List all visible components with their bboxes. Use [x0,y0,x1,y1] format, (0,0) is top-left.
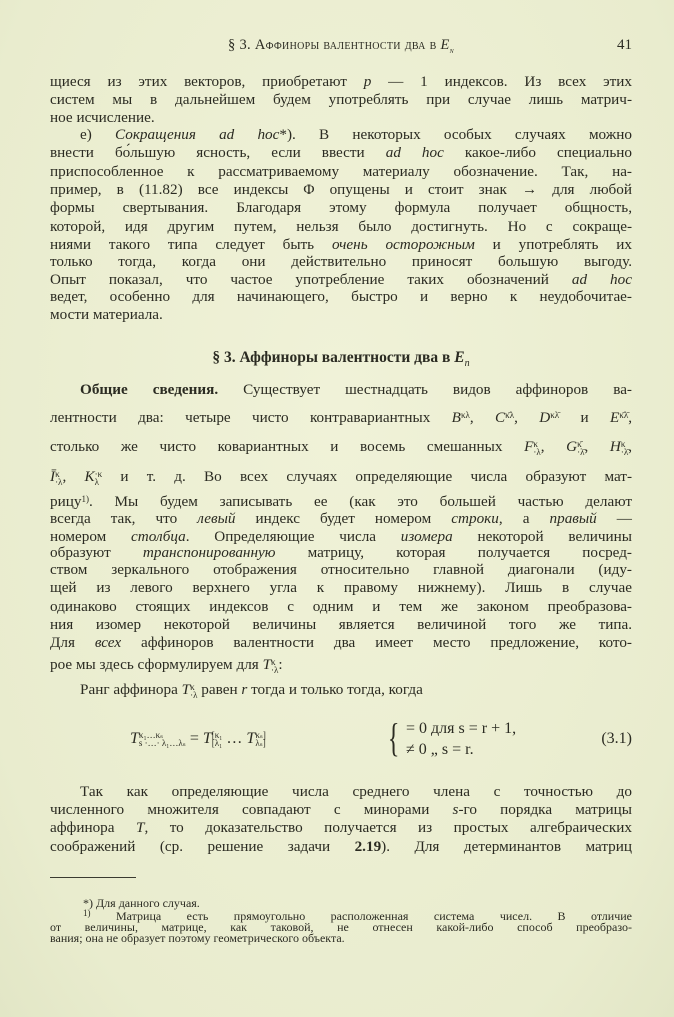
text-line [50,579,632,597]
italic-text: T [136,819,145,836]
text-line [50,616,632,634]
text-line [50,838,632,856]
text: какое-либо специально [443,144,633,161]
math-symbol [263,656,279,674]
header-title-sub: n [449,44,454,55]
text: номером [50,528,132,545]
text-line [50,656,632,674]
math-sup: ·κ [94,468,103,479]
italic-text: правый [549,510,597,527]
text: Существует шестнадцать видов аффиноров ва- [218,381,632,398]
italic-text: Сокращения ad hoc [115,126,280,143]
text: одинаково стоящих индексов с одним и тем же законом преобразова- [50,598,632,615]
math-base: F [524,438,534,455]
eq-sup: κ₁…κₛ [138,730,164,741]
math-symbol [452,409,470,427]
text: щиеся из этих векторов, приобретают [50,73,364,90]
text: численного множителя совпадают с минорами [50,801,453,818]
section-heading-text: § 3. Аффиноры валентности два в [212,349,455,366]
text: : [278,656,283,673]
text-line [50,199,632,217]
eq-sup: [κ₁ [211,730,223,741]
text: некоторой величины [452,528,633,545]
text: внести бо́льшую ясность, если ввести [50,144,386,161]
running-header-title [50,35,632,60]
math-sup: κ [271,656,276,667]
text: ниями такого типа следует быть [50,236,332,253]
text-line [50,306,632,324]
math-symbol [182,681,198,699]
math-sup: κλ̄ [550,409,560,420]
text: -го порядка матрицы [458,801,632,818]
text: *) Для данного случая. [83,896,200,910]
text-line [50,783,632,801]
math-sub: ·λ [190,689,198,700]
text-line [50,493,632,511]
math-sub: ·λ̄ [577,446,585,457]
italic-text: ad hoc [385,144,444,161]
math-symbol [539,409,559,427]
text: систем мы в дальнейшем будем употреблять при случае лишь матрич- [50,91,632,108]
italic-text: p [363,73,372,90]
math-base: Ī [50,468,56,485]
text-line [50,271,632,289]
text: , [540,438,567,455]
text: мости материала. [50,306,163,323]
text: Матрица есть прямоугольно расположенная система чисел. В отличие [90,908,632,923]
text-line [50,510,632,528]
text: , то доказательство получается из простых алгебраических [144,819,632,836]
math-sup: κ [190,681,195,692]
math-symbol [84,468,102,486]
section-heading-sub: n [464,358,470,370]
header-title-text: § 3. Аффиноры валентности два в [228,37,441,53]
text: , [584,438,610,455]
eq-sub: λₛ] [255,738,266,749]
math-symbol [50,468,62,486]
text-line [50,409,632,427]
footnote-line [50,897,632,909]
equation-number: (3.1) [601,730,632,747]
text-line [50,218,632,236]
text: ния изомер некоторой величины является величиной того же типа. [50,616,632,633]
text: которой, идя другим путем, нельзя было достигнуть. Но с сокраще- [50,218,632,235]
text-line [50,468,632,486]
text: аффинора [50,819,136,836]
text: только тогда, когда они действительно приносят большую выгоду. [50,253,632,270]
math-sub [550,419,559,427]
italic-text: всех [94,634,122,651]
text: ное исчисление. [50,109,155,126]
italic-text: s [452,801,459,818]
italic-text: ad hoc [571,271,632,288]
math-sub: ·λ̄ [620,446,629,457]
math-base: B [451,409,461,426]
text-line [50,91,632,109]
text-line [50,109,632,127]
math-symbol [524,438,541,456]
text: и употреблять их [474,236,632,253]
text: индекс будет номером [235,510,452,527]
text: , [628,409,632,426]
eq-sub: [λ₁ [211,738,223,749]
text-line [50,819,632,837]
equation-case-2: ≠ 0 „ s = r. [406,741,474,758]
math-base: E [610,409,620,426]
text: рицу [50,493,82,510]
math-sup: κ̄λ̄ [619,409,629,420]
text: Опыт показал, что частое употребление таких обозначений [50,271,572,288]
math-symbol [610,409,628,427]
italic-text: левый [197,510,236,527]
text: аффиноров валентности два имеет место предложение, кото- [121,634,632,651]
italic-text: строки [451,510,499,527]
eq-sup: κₛ] [255,730,266,741]
text-line [50,598,632,616]
text: , [62,468,85,485]
italic-text: изомера [400,528,453,545]
text: е) [80,126,115,143]
math-base: D [539,409,551,426]
text-line [50,126,632,144]
text-line [50,634,632,652]
eq-dots: … [222,730,247,747]
text: Для [50,634,95,651]
math-sup: κ̄ [577,438,582,449]
text: равен [197,681,242,698]
text-line [50,544,632,562]
text: всегда так, что [50,510,198,527]
text: приспособленное к рассматриваемому материалу обозначение. Так, на- [50,163,632,180]
italic-text: столбца [131,528,186,545]
eq-equals: = [185,730,203,747]
math-base: K [84,468,95,485]
text: ством зеркального отображения относительно главной диагонали (иду- [50,561,632,578]
equation-3-1 [50,715,632,760]
math-sup: κλ [460,409,470,420]
text-line [50,381,632,399]
text-line [50,801,632,819]
text: , [469,409,496,426]
math-base: C [495,409,506,426]
text: щей из левого верхнего угла к правому нижнему). Лишь в случае [50,579,632,596]
text: вания; она не образует поэтому геометрического объекта. [50,931,345,945]
text: . Определяющие числа [185,528,401,545]
text: столько же чисто ковариантных и восемь смешанных [50,438,525,455]
eq-symbol: T [246,730,256,747]
text: ). Для детерминантов матриц [381,838,632,855]
italic-text: транспонированную [142,544,276,561]
math-base: T [262,656,272,673]
text: , [514,409,540,426]
text: , [628,438,633,455]
footnote-divider [50,877,136,878]
math-sub [461,419,470,427]
bold-text: Общие сведения. [80,381,219,398]
text-line [50,438,632,456]
running-header [50,35,632,55]
text: лентности два: четыре чисто контравариантных [50,409,452,426]
equation-brace: { [387,715,400,760]
text: соображений (ср. решение задачи [50,838,355,855]
text: и [559,409,611,426]
text-line [50,163,632,181]
text: , а [498,510,550,527]
math-base: H [609,438,621,455]
text-line [50,181,632,199]
math-base: G [566,438,578,455]
math-sub [619,419,628,427]
text: и т. д. Во всех случаях определяющие числа образуют мат- [102,468,632,485]
equation-lhs [130,730,266,748]
text: Так как определяющие числа среднего члена с точностью до [80,783,632,800]
footnote-line [50,932,632,944]
text: — 1 индексов. Из всех этих [371,73,633,90]
text-line [50,236,632,254]
section-heading-math: E [454,349,465,366]
eq-symbol: T [130,730,139,747]
text: Ранг аффинора [80,681,182,698]
text: образуют [50,544,143,561]
text-line [50,561,632,579]
text: рое мы здесь сформулируем для [50,656,263,673]
math-sup: 1) [83,908,91,918]
text: пример, в (11.82) все индексы Φ опущены и стоит знак → для любой [50,181,632,198]
eq-symbol: T [202,730,212,747]
page-number: 41 [617,37,632,53]
text-line [50,681,632,699]
math-sup: κ̄λ [505,409,515,420]
math-sub [505,419,514,427]
text: матрицу, которая получается посред- [275,544,632,561]
math-sub: λ [94,476,99,487]
math-sup: κ [55,468,60,479]
math-sub: ·λ [55,476,63,487]
text: ведет, особенно для начинающего, быстро и верно к неудобочитае- [50,288,632,305]
italic-text: r [241,681,248,698]
text-line [50,253,632,271]
math-sub: ·λ [533,446,541,457]
text: тогда и только тогда, когда [247,681,423,698]
text: — [596,510,632,527]
bold-text: 2.19 [354,838,382,855]
math-symbol [566,438,584,456]
text-line [50,73,632,91]
text-line [50,288,632,306]
italic-text: очень осторожным [331,236,475,253]
eq-sub: s ·…· λ₁…λₛ [138,738,186,749]
math-sup: 1) [81,493,89,504]
math-base: T [181,681,191,698]
section-heading [50,349,632,373]
header-title-math: E [440,37,450,53]
math-symbol [81,493,89,511]
text: *). В некоторых особых случаях можно [279,126,632,143]
math-sub: ·λ [271,664,279,675]
text: формы свертывания. Благодаря этому формула получает общность, [50,199,632,216]
equation-case-1: = 0 для s = r + 1, [406,720,517,737]
math-sup: κ [533,438,538,449]
text: . Мы будем записывать ее (как это большей частью делают [88,493,632,510]
math-sup: κ [620,438,626,449]
text: от величины, матрице, как таковой, не отнесен какой-либо способ преобразо- [50,920,632,934]
math-symbol [610,438,628,456]
text-line [50,144,632,162]
math-symbol [495,409,514,427]
